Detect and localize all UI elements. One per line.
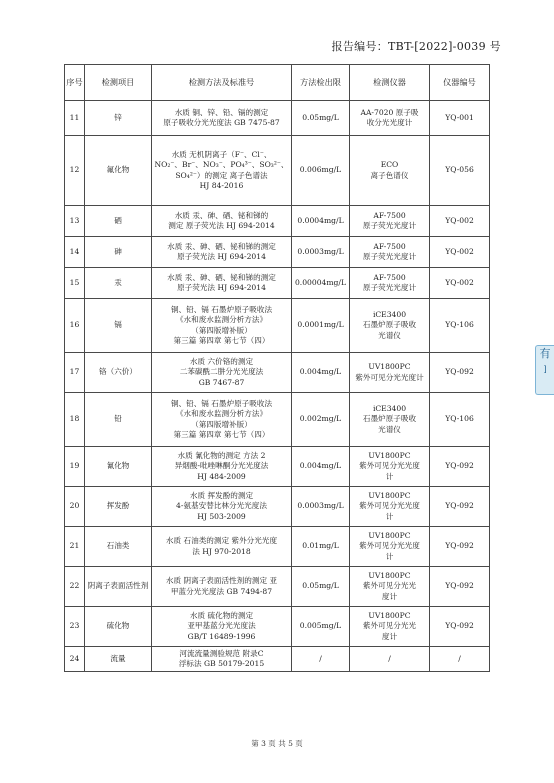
cell-instrument-line: 原子荧光光度计 bbox=[362, 252, 417, 261]
cell-detection-limit: 0.0003mg/L bbox=[292, 237, 350, 268]
cell-instrument-line: 光谱仪 bbox=[378, 330, 401, 340]
cell-serial-no: 11 bbox=[65, 101, 85, 136]
cell-method-line: 法 HJ 970-2018 bbox=[192, 546, 251, 556]
cell-detection-limit: 0.0003mg/L bbox=[292, 487, 350, 527]
cell-instrument-code: YQ-092 bbox=[430, 487, 490, 527]
cell-instrument-line: UV1800PC bbox=[368, 571, 411, 581]
cell-method-line: 《水和废水监测分析方法》 bbox=[175, 409, 268, 419]
cell-instrument-line: ECO bbox=[380, 160, 399, 170]
cell-serial-no: 14 bbox=[65, 237, 85, 268]
cell-method-line: HJ 484-2009 bbox=[197, 471, 246, 481]
table-row bbox=[65, 527, 490, 567]
cell-instrument-code: / bbox=[430, 647, 490, 672]
cell-instrument-line: UV1800PC bbox=[368, 451, 411, 461]
cell-instrument-line: 收分光光度计 bbox=[366, 118, 413, 127]
cell-method-line: HJ 503-2009 bbox=[197, 511, 246, 521]
table-row bbox=[65, 299, 490, 353]
header-method-standard: 检测方法及标准号 bbox=[152, 65, 292, 101]
cell-test-item: 铬（六价） bbox=[85, 353, 152, 393]
cell-serial-no: 12 bbox=[65, 136, 85, 206]
cell-instrument-code: YQ-056 bbox=[430, 136, 490, 206]
cell-method-line: 铜、铅、镉 石墨炉原子吸收法 bbox=[170, 305, 273, 315]
report-number: 报告编号：TBT-[2022]-0039 号 bbox=[331, 40, 501, 53]
cell-serial-no: 18 bbox=[65, 393, 85, 447]
cell-detection-limit: 0.05mg/L bbox=[292, 567, 350, 607]
cell-test-item: 流量 bbox=[85, 647, 152, 672]
side-tab-text: 有 bbox=[539, 347, 551, 360]
cell-instrument-line: 石墨炉原子吸收 bbox=[362, 414, 417, 424]
cell-method-line: 水质 硫化物的测定 bbox=[189, 611, 254, 621]
cell-method bbox=[152, 607, 292, 647]
cell-method-line: 水质 六价铬的测定 bbox=[189, 357, 254, 367]
cell-instrument-line: 紫外可见分光光度 bbox=[359, 461, 420, 471]
cell-method-line: 甲蓝分光光度法 GB 7494-87 bbox=[170, 586, 273, 596]
cell-detection-limit: 0.004mg/L bbox=[292, 353, 350, 393]
cell-serial-no: 21 bbox=[65, 527, 85, 567]
cell-instrument-line: UV1800PC bbox=[368, 362, 411, 372]
cell-instrument bbox=[350, 393, 430, 447]
cell-method-line: 《水和废水监测分析方法》 bbox=[175, 315, 268, 325]
cell-method-line: SO₄²⁻）的测定 离子色谱法 bbox=[175, 170, 268, 180]
table-row bbox=[65, 353, 490, 393]
cell-detection-limit: 0.005mg/L bbox=[292, 607, 350, 647]
cell-instrument-code: YQ-001 bbox=[430, 101, 490, 136]
cell-method-line: （第四版增补版） bbox=[191, 325, 252, 335]
table-row bbox=[65, 268, 490, 299]
test-methods-table bbox=[64, 64, 490, 672]
header-test-item: 检测项目 bbox=[85, 65, 152, 101]
cell-method-line: GB/T 16489-1996 bbox=[187, 631, 256, 641]
cell-instrument-line: UV1800PC bbox=[368, 531, 411, 541]
cell-serial-no: 20 bbox=[65, 487, 85, 527]
cell-method bbox=[152, 447, 292, 487]
cell-test-item: 硫化物 bbox=[85, 607, 152, 647]
cell-method-line: 二苯碳酰二肼分光光度法 bbox=[179, 367, 264, 377]
table-header-row bbox=[65, 65, 490, 101]
cell-method bbox=[152, 647, 292, 672]
cell-test-item: 硒 bbox=[85, 206, 152, 237]
cell-instrument-line: 紫外可见分光光度计 bbox=[355, 372, 424, 382]
cell-method-line: 异烟酸-吡唑啉酮分光光度法 bbox=[174, 461, 269, 471]
cell-instrument-code: YQ-106 bbox=[430, 299, 490, 353]
cell-serial-no: 15 bbox=[65, 268, 85, 299]
cell-instrument-code: YQ-092 bbox=[430, 567, 490, 607]
cell-instrument bbox=[350, 353, 430, 393]
cell-method-line: 水质 阴离子表面活性剂的测定 亚 bbox=[165, 576, 278, 586]
cell-instrument-line: 计 bbox=[385, 471, 394, 481]
side-tab[interactable] bbox=[535, 345, 554, 395]
cell-instrument-line: 紫外可见分光光度 bbox=[359, 541, 420, 551]
cell-detection-limit: 0.00004mg/L bbox=[292, 268, 350, 299]
cell-instrument-code: YQ-106 bbox=[430, 393, 490, 447]
cell-test-item: 砷 bbox=[85, 237, 152, 268]
cell-method-line: 水质 挥发酚的测定 bbox=[189, 491, 254, 501]
cell-detection-limit: 0.0001mg/L bbox=[292, 299, 350, 353]
cell-instrument bbox=[350, 607, 430, 647]
cell-instrument-line: 原子荧光光度计 bbox=[362, 221, 417, 230]
cell-method-line: 水质 石油类的测定 紫外分光光度 bbox=[165, 536, 278, 546]
table-row bbox=[65, 607, 490, 647]
table-row bbox=[65, 206, 490, 237]
cell-serial-no: 22 bbox=[65, 567, 85, 607]
cell-test-item: 石油类 bbox=[85, 527, 152, 567]
cell-instrument bbox=[350, 299, 430, 353]
cell-instrument-line: AF-7500 bbox=[373, 210, 406, 220]
cell-instrument-code: YQ-002 bbox=[430, 268, 490, 299]
cell-method bbox=[152, 527, 292, 567]
cell-method-line: 第三篇 第四章 第七节（四） bbox=[173, 429, 270, 439]
cell-instrument-line: UV1800PC bbox=[368, 491, 411, 501]
cell-serial-no: 24 bbox=[65, 647, 85, 672]
cell-test-item: 镉 bbox=[85, 299, 152, 353]
cell-instrument-code: YQ-002 bbox=[430, 237, 490, 268]
cell-method-line: 水质 铜、锌、铅、镉的测定 bbox=[174, 107, 269, 117]
cell-method-line: 测定 原子荧光法 HJ 694-2014 bbox=[168, 221, 275, 230]
cell-method-line: 水质 氰化物的测定 方法 2 bbox=[177, 451, 266, 461]
cell-serial-no: 17 bbox=[65, 353, 85, 393]
cell-method-line: 水质 汞、砷、硒、铋和锑的测定 bbox=[167, 272, 276, 282]
cell-method bbox=[152, 487, 292, 527]
cell-instrument-line: AA-7020 原子吸 bbox=[360, 107, 419, 117]
cell-instrument bbox=[350, 447, 430, 487]
cell-method bbox=[152, 268, 292, 299]
cell-test-item: 挥发酚 bbox=[85, 487, 152, 527]
cell-instrument-line: UV1800PC bbox=[368, 611, 411, 621]
cell-test-item: 阴离子表面活性剂 bbox=[85, 567, 152, 607]
header-instrument-code: 仪器编号 bbox=[430, 65, 490, 101]
cell-instrument bbox=[350, 237, 430, 268]
cell-method bbox=[152, 299, 292, 353]
cell-detection-limit: 0.006mg/L bbox=[292, 136, 350, 206]
cell-instrument-line: 计 bbox=[385, 551, 394, 561]
cell-test-item: 铅 bbox=[85, 393, 152, 447]
cell-detection-limit: 0.002mg/L bbox=[292, 393, 350, 447]
table-row bbox=[65, 647, 490, 672]
cell-detection-limit: 0.05mg/L bbox=[292, 101, 350, 136]
cell-serial-no: 13 bbox=[65, 206, 85, 237]
cell-instrument-line: iCE3400 bbox=[372, 404, 407, 414]
cell-method bbox=[152, 136, 292, 206]
table-row bbox=[65, 393, 490, 447]
cell-detection-limit: 0.0004mg/L bbox=[292, 206, 350, 237]
cell-method bbox=[152, 237, 292, 268]
cell-method-line: （第四版增补版） bbox=[191, 419, 252, 429]
table-row bbox=[65, 101, 490, 136]
cell-method-line: 原子吸收分光光度法 GB 7475-87 bbox=[163, 118, 280, 127]
header-instrument: 检测仪器 bbox=[350, 65, 430, 101]
cell-test-item: 氟化物 bbox=[85, 136, 152, 206]
cell-instrument-line: / bbox=[388, 653, 391, 663]
table-row bbox=[65, 567, 490, 607]
cell-method-line: NO₂⁻、Br⁻、NO₃⁻、PO₄³⁻、SO₃²⁻、 bbox=[154, 160, 289, 170]
cell-instrument-line: AF-7500 bbox=[373, 272, 406, 282]
cell-instrument-line: 石墨炉原子吸收 bbox=[362, 320, 417, 330]
cell-method bbox=[152, 206, 292, 237]
cell-method-line: HJ 84-2016 bbox=[199, 180, 244, 190]
cell-test-item: 氰化物 bbox=[85, 447, 152, 487]
cell-method-line: 水质 汞、砷、硒、铋和锑的 bbox=[174, 210, 269, 220]
cell-method-line: 水质 汞、砷、硒、铋和锑的测定 bbox=[167, 241, 276, 251]
cell-instrument-line: 离子色谱仪 bbox=[370, 170, 409, 180]
cell-instrument-line: 光谱仪 bbox=[378, 424, 401, 434]
cell-method bbox=[152, 353, 292, 393]
side-tab-mark: ] bbox=[543, 365, 547, 374]
cell-method-line: 4-氨基安替比林分光光度法 bbox=[176, 501, 267, 511]
cell-instrument bbox=[350, 136, 430, 206]
cell-instrument-line: 原子荧光光度计 bbox=[362, 283, 417, 292]
cell-serial-no: 19 bbox=[65, 447, 85, 487]
cell-serial-no: 23 bbox=[65, 607, 85, 647]
cell-instrument bbox=[350, 567, 430, 607]
cell-detection-limit: / bbox=[292, 647, 350, 672]
cell-instrument-code: YQ-092 bbox=[430, 353, 490, 393]
cell-method bbox=[152, 567, 292, 607]
cell-instrument-line: AF-7500 bbox=[373, 241, 406, 251]
cell-instrument-code: YQ-092 bbox=[430, 527, 490, 567]
cell-instrument bbox=[350, 268, 430, 299]
cell-detection-limit: 0.01mg/L bbox=[292, 527, 350, 567]
cell-method-line: 第三篇 第四章 第七节（四） bbox=[173, 335, 270, 345]
page-number: 第 3 页 共 5 页 bbox=[251, 739, 303, 748]
cell-instrument bbox=[350, 647, 430, 672]
cell-method-line: 亚甲基蓝分光光度法 bbox=[187, 621, 256, 631]
cell-instrument bbox=[350, 527, 430, 567]
cell-instrument bbox=[350, 487, 430, 527]
cell-instrument-line: 紫外可见分光光度 bbox=[359, 501, 420, 511]
cell-instrument-line: iCE3400 bbox=[372, 310, 407, 320]
cell-serial-no: 16 bbox=[65, 299, 85, 353]
header-serial-no: 序号 bbox=[65, 65, 85, 101]
table-body bbox=[65, 101, 490, 672]
cell-instrument-line: 度计 bbox=[381, 591, 398, 601]
cell-test-item: 汞 bbox=[85, 268, 152, 299]
cell-instrument-line: 紫外可见分光光 bbox=[362, 621, 417, 631]
table-row bbox=[65, 487, 490, 527]
cell-method-line: 原子荧光法 HJ 694-2014 bbox=[177, 252, 266, 261]
cell-instrument bbox=[350, 206, 430, 237]
header-detection-limit: 方法检出限 bbox=[292, 65, 350, 101]
cell-method-line: 原子荧光法 HJ 694-2014 bbox=[177, 283, 266, 292]
cell-method-line: 铜、铅、镉 石墨炉原子吸收法 bbox=[170, 399, 273, 409]
cell-test-item: 锌 bbox=[85, 101, 152, 136]
table-row bbox=[65, 447, 490, 487]
cell-instrument bbox=[350, 101, 430, 136]
cell-instrument-line: 紫外可见分光光 bbox=[362, 581, 417, 591]
cell-method-line: 河流流量测验规范 附录C bbox=[179, 648, 264, 658]
cell-method bbox=[152, 393, 292, 447]
cell-instrument-line: 度计 bbox=[381, 631, 398, 641]
cell-instrument-code: YQ-002 bbox=[430, 206, 490, 237]
cell-method-line: 水质 无机阴离子（F⁻、Cl⁻、 bbox=[171, 150, 272, 160]
cell-instrument-code: YQ-092 bbox=[430, 447, 490, 487]
cell-method-line: 浮标法 GB 50179-2015 bbox=[178, 659, 265, 668]
table-row bbox=[65, 136, 490, 206]
cell-method-line: GB 7467-87 bbox=[198, 377, 245, 387]
cell-method bbox=[152, 101, 292, 136]
table-row bbox=[65, 237, 490, 268]
cell-instrument-code: YQ-092 bbox=[430, 607, 490, 647]
cell-detection-limit: 0.004mg/L bbox=[292, 447, 350, 487]
cell-instrument-line: 计 bbox=[385, 511, 394, 521]
